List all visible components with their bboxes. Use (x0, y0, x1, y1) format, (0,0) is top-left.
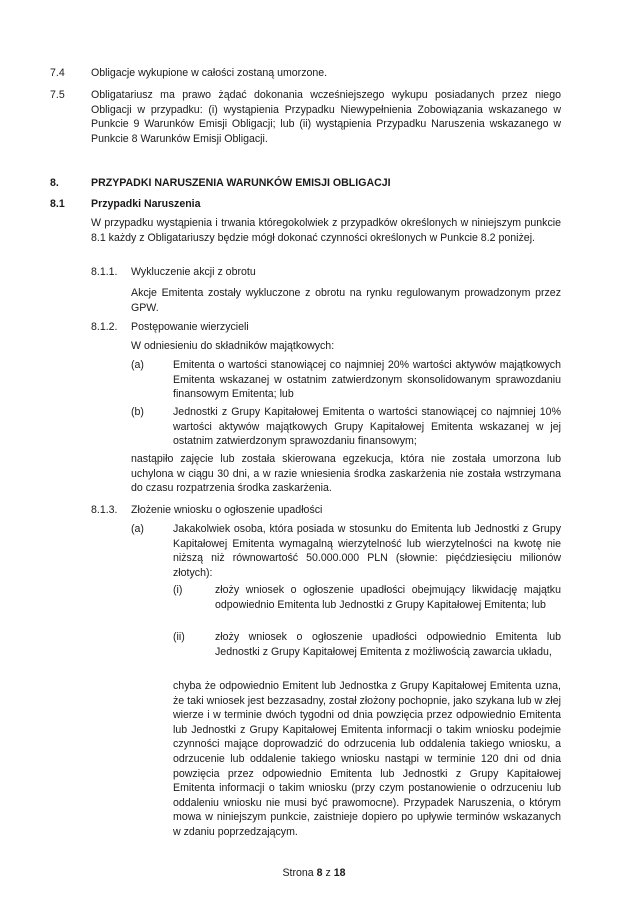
item-ii-text: złoży wniosek o ogłoszenie upadłości odpowiednio Emitenta lub Jednostki z Grupy Kapitałowej Emitenta z możliwością zawarcia układu, (215, 631, 561, 658)
page-number: 8 (316, 867, 323, 879)
section-8-1-1-heading: Wykluczenie akcji z obrotu (131, 266, 256, 278)
item-b-label: (b) (131, 406, 144, 418)
section-number-7-5: 7.5 (50, 89, 65, 101)
section-number-8-1-2: 8.1.2. (91, 321, 118, 333)
section-8-1-3-heading: Złożenie wniosku o ogłoszenie upadłości (131, 504, 323, 516)
page-total: 18 (333, 867, 346, 879)
item-b-text: Jednostki z Grupy Kapitałowej Emitenta o wartości stanowiącej co najmniej 10% wartości aktywów majątkowych Grupy Kapitałowej Emitenta wskazanej w jej ostatnim zatwierdzonym sprawozdaniu finansowym; (173, 406, 561, 448)
section-8-heading: PRZYPADKI NARUSZENIA WARUNKÓW EMISJI OBLIGACJI (91, 177, 391, 189)
section-7-5-text: Obligatariusz ma prawo żądać dokonania wcześniejszego wykupu posiadanych przez niego Obligacji w przypadku: (i) wystąpienia Przypadku Niewypełnienia Zobowiązania wskazanego w Punkcie 9 Warunków Emisji Obligacji; lub (ii) wystąpienia Przypadku Naruszenia wskazanego w Punkcie 8 Warunków Emisji Obligacji. (91, 89, 561, 145)
section-8-1-2-intro: W odniesieniu do składników majątkowych: (131, 340, 335, 352)
item-ii-label: (ii) (173, 631, 185, 643)
item-a-text: Jakakolwiek osoba, która posiada w stosunku do Emitenta lub Jednostki z Grupy Kapitałowej Emitenta wymagalną wierzytelność lub wierzytelności na kwotę nie niższą niż równowartość 50.000.000 PLN (słownie: pięćdziesięciu milionów złotych): (173, 523, 561, 579)
footer-separator: z (322, 867, 334, 879)
section-number-7-4: 7.4 (50, 67, 65, 79)
item-a-text: Emitenta o wartości stanowiącej co najmniej 20% wartości aktywów majątkowych Emitenta wskazanej w ostatnim zatwierdzonym skonsolidowanym sprawozdaniu finansowym Emitenta; lub (173, 359, 561, 401)
item-a-label: (a) (131, 523, 144, 535)
section-8-1-heading: Przypadki Naruszenia (91, 198, 201, 210)
section-number-8-1: 8.1 (50, 198, 65, 210)
section-number-8-1-3: 8.1.3. (91, 504, 118, 516)
page-footer (0, 866, 628, 881)
section-8-1-intro: W przypadku wystąpienia i trwania któregokolwiek z przypadków określonych w niniejszym punkcie 8.1 każdy z Obligatariuszy będzie mógł dokonać czynności określonych w Punkcie 8.2 poniżej. (91, 217, 561, 244)
section-number-8-1-1: 8.1.1. (91, 266, 118, 278)
section-8-1-2-tail: nastąpiło zajęcie lub została skierowana egzekucja, która nie została umorzona lub uchylona w ciągu 30 dni, a w razie wniesienia środka zaskarżenia nie została wstrzymana do czasu rozpatrzenia środka zaskarżenia. (131, 453, 561, 495)
section-8-1-1-text: Akcje Emitenta zostały wykluczone z obrotu na rynku regulowanym prowadzonym przez GPW. (131, 287, 561, 314)
section-number-8: 8. (50, 177, 59, 189)
section-8-1-2-heading: Postępowanie wierzycieli (131, 321, 249, 333)
item-a-label: (a) (131, 359, 144, 371)
item-i-label: (i) (173, 584, 183, 596)
footer-prefix: Strona (282, 867, 317, 879)
section-8-1-3-tail: chyba że odpowiednio Emitent lub Jednostka z Grupy Kapitałowej Emitenta uzna, że taki wniosek jest bezzasadny, został złożony pochopnie, jako szykana lub w złej wierze i w terminie dwóch tygodni od dnia powzięcia przez odpowiednio Emitenta lub Jednostki z Grupy Kapitałowej Emitenta informacji o takim wniosku podejmie czynności mające doprowadzić do odrzucenia lub oddalenia takiego wniosku, a odrzucenie lub oddalenie takiego wniosku nastąpi w terminie 120 dni od dnia powzięcia przez odpowiednio Emitenta lub Jednostki z Grupy Kapitałowej Emitenta informacji o takim wniosku (przy czym postanowienie o odrzuceniu lub oddaleniu wniosku nie musi być prawomocne). Przypadek Naruszenia, o którym mowa w niniejszym punkcie, zaistnieje dopiero po upływie terminów wskazanych w zdaniu poprzedzającym. (173, 680, 561, 838)
item-i-text: złoży wniosek o ogłoszenie upadłości obejmujący likwidację majątku odpowiednio Emitenta lub Jednostki z Grupy Kapitałowej Emitenta; lub (215, 584, 561, 611)
section-7-4-text: Obligacje wykupione w całości zostaną umorzone. (91, 67, 328, 79)
